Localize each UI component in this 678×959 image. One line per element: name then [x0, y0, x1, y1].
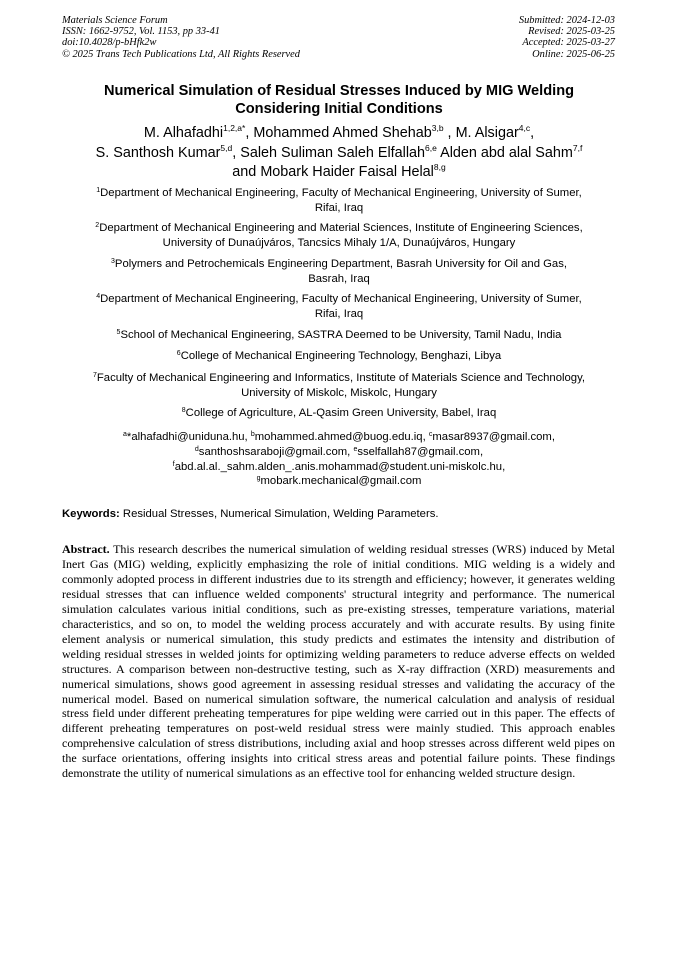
email-sup: b	[250, 431, 255, 438]
email-link[interactable]: abd.al.al._sahm.alden_.anis.mohammad@student.uni-miskolc.hu,	[174, 460, 506, 473]
affiliation-text: Department of Mechanical Engineering and Material Sciences, Institute of Engineering Sciences,	[99, 222, 583, 234]
email-sup: c	[428, 431, 433, 438]
author-sup: 6,e	[425, 142, 437, 153]
affiliation-line	[50, 292, 628, 307]
affiliation-line	[50, 406, 628, 421]
author-connector: and	[232, 164, 257, 180]
affiliation-line: Basrah, Iraq	[308, 273, 370, 285]
affiliation	[50, 406, 628, 421]
affiliation-line	[50, 257, 628, 272]
affiliation-sup: 7	[92, 372, 97, 379]
affiliation-line: University of Dunaújváros, Tancsics Mihaly 1/A, Dunaújváros, Hungary	[162, 237, 516, 249]
keywords-text: Residual Stresses, Numerical Simulation, Welding Parameters.	[122, 508, 439, 520]
author-name: Mohammed Ahmed Shehab	[253, 125, 432, 141]
author-line: M. Alhafadhi$^{1,2,a*}$, Mohammed Ahmed Shehab$^{3,b}$ , M. Alsigar$^{4,c}$,	[143, 123, 535, 141]
author-line	[30, 163, 648, 183]
email-link[interactable]: masar8937@gmail.com,	[432, 431, 555, 443]
affiliation-sup: 4	[96, 293, 101, 300]
email-line	[50, 445, 628, 460]
email-link[interactable]: mohammed.ahmed@buog.edu.iq,	[254, 431, 429, 443]
email-sup: a	[123, 431, 127, 438]
email-line	[50, 460, 628, 475]
affiliation-sup: 6	[176, 350, 181, 357]
journal-name: Materials Science Forum	[62, 15, 168, 26]
doi-line: doi:10.4028/p-bHfk2w	[62, 37, 157, 49]
affiliation-line	[50, 371, 628, 386]
author-name: M. Alhafadhi	[143, 125, 224, 141]
author-sup: 4,c	[518, 123, 531, 133]
title-line: Numerical Simulation of Residual Stresses Induced by MIG Welding	[103, 83, 575, 99]
affiliation-line	[50, 221, 628, 236]
issn-line: ISSN: 1662-9752, Vol. 1153, pp 33-41	[62, 26, 220, 38]
email-sup: g	[256, 475, 261, 483]
author-name: Mobark Haider Faisal Helal	[260, 164, 434, 180]
abstract-section	[62, 542, 615, 781]
affiliation-text: Department of Mechanical Engineering, Faculty of Mechanical Engineering, University of Sumer,	[100, 187, 582, 199]
affiliation	[50, 328, 628, 343]
journal-info	[62, 15, 300, 60]
affiliation	[50, 221, 628, 251]
dates-info	[519, 15, 615, 60]
affiliation-line: Rifai, Iraq	[314, 202, 364, 214]
email-link[interactable]: mobark.mechanical@gmail.com	[260, 475, 422, 488]
author-name: Alden abd alal Sahm	[440, 144, 573, 161]
author-name: Saleh Suliman Saleh Elfallah	[240, 144, 426, 161]
title-line: Considering Initial Conditions	[235, 101, 443, 117]
affiliation-line: University of Miskolc, Miskolc, Hungary	[241, 387, 437, 399]
author-sup: 3,b	[431, 123, 444, 133]
accepted-date: Accepted: 2025-03-27	[522, 37, 615, 49]
submitted-date: Submitted: 2024-12-03	[518, 15, 615, 26]
affiliation-sup: 5	[116, 329, 121, 336]
copyright-line: © 2025 Trans Tech Publications Ltd, All Rights Reserved	[62, 48, 300, 60]
affiliation-text: Department of Mechanical Engineering, Faculty of Mechanical Engineering, University of Sumer,	[100, 293, 582, 305]
author-name: S. Santhosh Kumar	[95, 144, 221, 161]
affiliation-text: School of Mechanical Engineering, SASTRA Deemed to be University, Tamil Nadu, India	[120, 329, 562, 341]
affiliation-sup: 1	[96, 187, 101, 194]
email-line	[50, 430, 628, 445]
email-line	[50, 474, 628, 489]
affiliation-line	[50, 186, 628, 201]
email-link[interactable]: santhoshsaraboji@gmail.com,	[198, 445, 354, 458]
author-name: M. Alsigar	[455, 125, 519, 141]
paper-title	[40, 82, 638, 118]
email-sup: f	[172, 460, 175, 468]
keywords-section	[62, 508, 439, 520]
affiliation-line	[50, 349, 628, 364]
keywords-label: Keywords:	[62, 508, 120, 520]
affiliation-sup: 8	[181, 407, 186, 414]
affiliation-text: Polymers and Petrochemicals Engineering Department, Basrah University for Oil and Gas,	[114, 258, 567, 270]
affiliation-line: Rifai, Iraq	[314, 308, 364, 320]
email-sup: e	[353, 445, 358, 453]
email-list	[50, 430, 628, 489]
email-link[interactable]: sselfallah87@gmail.com,	[357, 445, 484, 458]
affiliation	[50, 292, 628, 322]
affiliation-text: College of Mechanical Engineering Technology, Benghazi, Libya	[180, 350, 502, 362]
affiliation	[50, 349, 628, 364]
email-sup: d	[194, 445, 199, 453]
author-list	[30, 124, 648, 183]
author-sup: 7,f	[572, 142, 583, 153]
author-sup: 8,g	[433, 162, 446, 172]
affiliation	[50, 371, 628, 401]
affiliation-text: Faculty of Mechanical Engineering and Informatics, Institute of Materials Science and Technology,	[96, 372, 586, 384]
affiliation-line	[50, 328, 628, 343]
online-date: Online: 2025-06-25	[532, 48, 615, 60]
email-link[interactable]: *alhafadhi@uniduna.hu,	[126, 431, 251, 443]
author-sup: 1,2,a*	[223, 123, 246, 133]
author-line: S. Santhosh Kumar$^{5,d}$, Saleh Suliman Saleh Elfallah$^{6,e}$ Alden abd alal Sahm$^{7,f}$	[95, 142, 583, 161]
affiliation-sup: 2	[95, 222, 100, 229]
affiliation-text: College of Agriculture, AL-Qasim Green University, Babel, Iraq	[185, 407, 497, 419]
abstract-label: Abstract.	[62, 542, 110, 556]
affiliation	[50, 186, 628, 216]
author-sup: 5,d	[220, 142, 233, 153]
abstract-text: This research describes the numerical simulation of welding residual stresses (WRS) induced by Metal Inert Gas (MIG) welding, explicitly emphasizing the role of initial conditions. MIG welding is a widely and commonly adopted process in different industries due to its strength and efficiency; however, it generates welding residual stresses that can influence welded components' structural integrity and performance. The numerical simulation calculates various initial conditions, such as pre-existing stresses, temperature variations, material characteristics, and so on, to model the welding process accurately and with accurate results. By using finite element analysis or numerical simulation, this study predicts and estimates the intensity and distribution of welding residual stresses in welded joints for optimizing welding parameters to reduce adverse effects on welded structures. A comparison between non-destructive testing, such as X-ray diffraction (XRD) measurements and numerical simulations, shows good agreement in assessing residual stresses and validating the accuracy of the numerical model. Based on numerical simulation software, the numerical calculation and analysis of residual stress field under different preheating temperatures for pipe welding were carried out in this paper. The effects of different preheating temperatures on post-weld residual stress were mainly studied. This approach enables comprehensive calculation of stress distributions, including axial and hoop stresses across different weld pipes on the surface orientations, offering insights into critical stress areas and potential failure points. These findings demonstrate the utility of numerical simulations as an effective tool for enhancing welded structure design.	[62, 542, 615, 781]
affiliation	[50, 257, 628, 287]
affiliation-sup: 3	[111, 258, 115, 265]
revised-date: Revised: 2025-03-25	[528, 26, 615, 38]
